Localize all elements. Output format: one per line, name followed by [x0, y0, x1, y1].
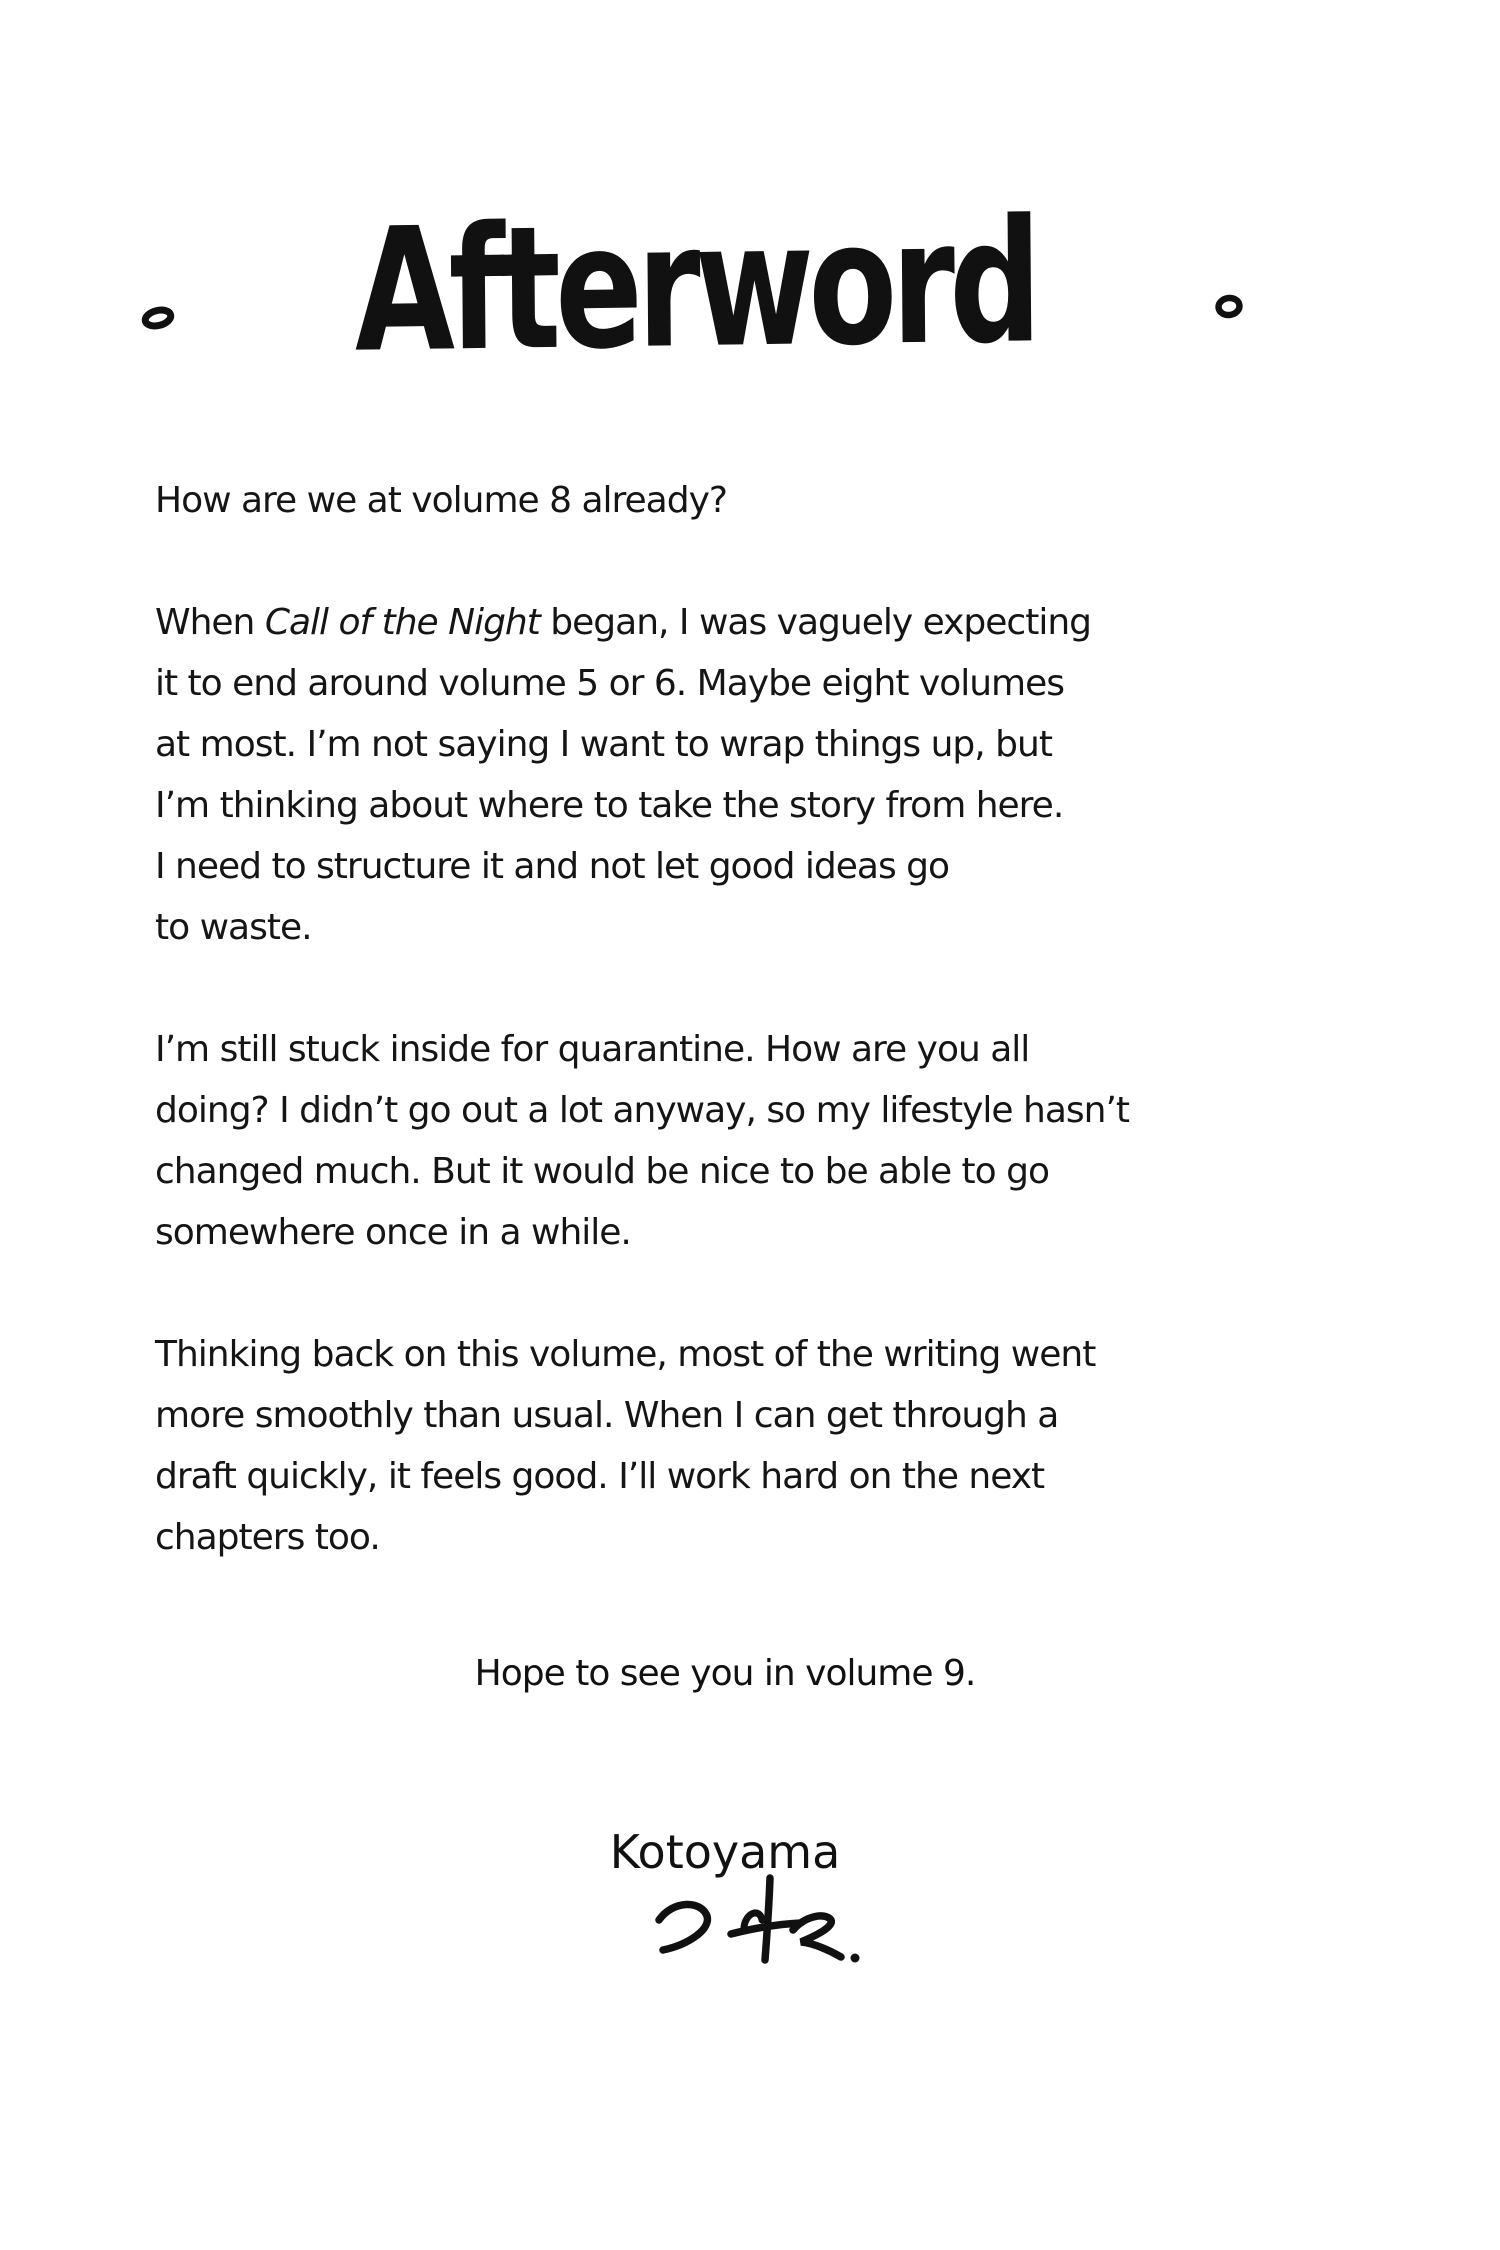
text-line: to waste.	[155, 907, 312, 948]
signature-period-dot	[851, 1954, 860, 1963]
text-line: How are we at volume 8 already?	[155, 480, 727, 521]
text-line: Thinking back on this volume, most of the writing went	[155, 1334, 1096, 1375]
text-line: draft quickly, it feels good. I’ll work hard on the next	[155, 1456, 1045, 1497]
text-line: I’m thinking about where to take the story from here.	[155, 785, 1064, 826]
text-segment: When	[155, 602, 265, 643]
text-line	[155, 602, 1091, 643]
text-line: chapters too.	[155, 1517, 380, 1558]
text-line: it to end around volume 5 or 6. Maybe eight volumes	[155, 663, 1065, 704]
closing-line: Hope to see you in volume 9.	[474, 1653, 976, 1694]
title-row	[0, 80, 1442, 495]
left-oval-ring-icon	[136, 300, 180, 336]
right-oval-ring-icon	[1211, 290, 1247, 323]
series-title-italic: Call of the Night	[264, 602, 540, 643]
text-line: changed much. But it would be nice to be able to go	[155, 1151, 1050, 1192]
text-line: I’m still stuck inside for quarantine. How are you all	[155, 1029, 1030, 1070]
text-line: more smoothly than usual. When I can get through a	[155, 1395, 1059, 1436]
text-line: doing? I didn’t go out a lot anyway, so my lifestyle hasn’t	[155, 1090, 1130, 1131]
kotoyama-signature	[643, 1872, 873, 1987]
text-line: at most. I’m not saying I want to wrap things up, but	[155, 724, 1052, 765]
paragraph-3	[155, 1019, 1275, 1263]
page-title: Afterword	[353, 183, 1037, 391]
signature-block	[8, 1872, 1500, 1987]
text-line: somewhere once in a while.	[155, 1212, 631, 1253]
text-line: I need to structure it and not let good ideas go	[155, 846, 950, 887]
paragraph-4	[155, 1324, 1275, 1568]
paragraph-2	[155, 592, 1275, 958]
afterword-body	[155, 470, 1275, 1568]
text-segment: began, I was vaguely expecting	[539, 602, 1092, 643]
author-name: Kotoyama	[609, 1825, 841, 1879]
paragraph-1	[155, 470, 1275, 531]
